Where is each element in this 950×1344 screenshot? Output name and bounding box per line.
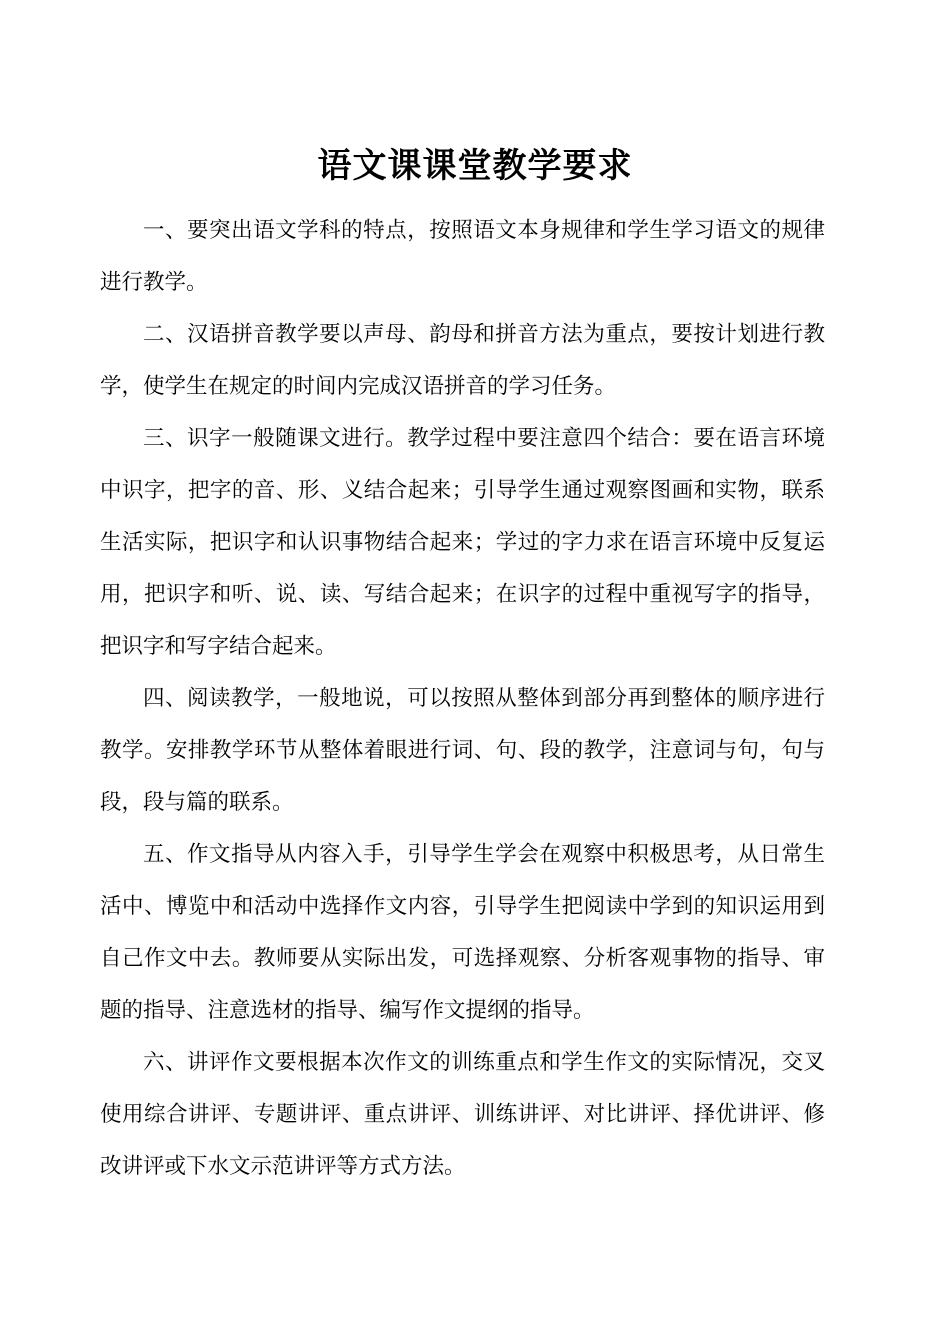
page-title: 语文课课堂教学要求 bbox=[317, 146, 633, 186]
paragraph-1: 一、要突出语文学科的特点，按照语文本身规律和学生学习语文的规律进行教学。 bbox=[100, 218, 825, 295]
paragraph-6: 六、讲评作文要根据本次作文的训练重点和学生作文的实际情况，交叉使用综合讲评、专题讲评、重点讲评、训练讲评、对比讲评、择优讲评、修改讲评或下水文示范讲评等方式方法。 bbox=[100, 1050, 825, 1179]
document-body bbox=[100, 205, 825, 1193]
paragraph-5: 五、作文指导从内容入手，引导学生学会在观察中积极思考，从日常生活中、博览中和活动中选择作文内容，引导学生把阅读中学到的知识运用到自己作文中去。教师要从实际出发，可选择观察、分析客观事物的指导、审题的指导、注意选材的指导、编写作文提纲的指导。 bbox=[100, 842, 825, 1023]
paragraph-3: 三、识字一般随课文进行。教学过程中要注意四个结合：要在语言环境中识字，把字的音、形、义结合起来；引导学生通过观察图画和实物，联系生活实际，把识字和认识事物结合起来；学过的字力求在语言环境中反复运用，把识字和听、说、读、写结合起来；在识字的过程中重视写字的指导，把识字和写字结合起来。 bbox=[100, 426, 825, 659]
paragraph-2: 二、汉语拼音教学要以声母、韵母和拼音方法为重点，要按计划进行教学，使学生在规定的时间内完成汉语拼音的学习任务。 bbox=[100, 322, 825, 399]
paragraph-4: 四、阅读教学，一般地说，可以按照从整体到部分再到整体的顺序进行教学。安排教学环节从整体着眼进行词、句、段的教学，注意词与句，句与段，段与篇的联系。 bbox=[100, 686, 825, 815]
